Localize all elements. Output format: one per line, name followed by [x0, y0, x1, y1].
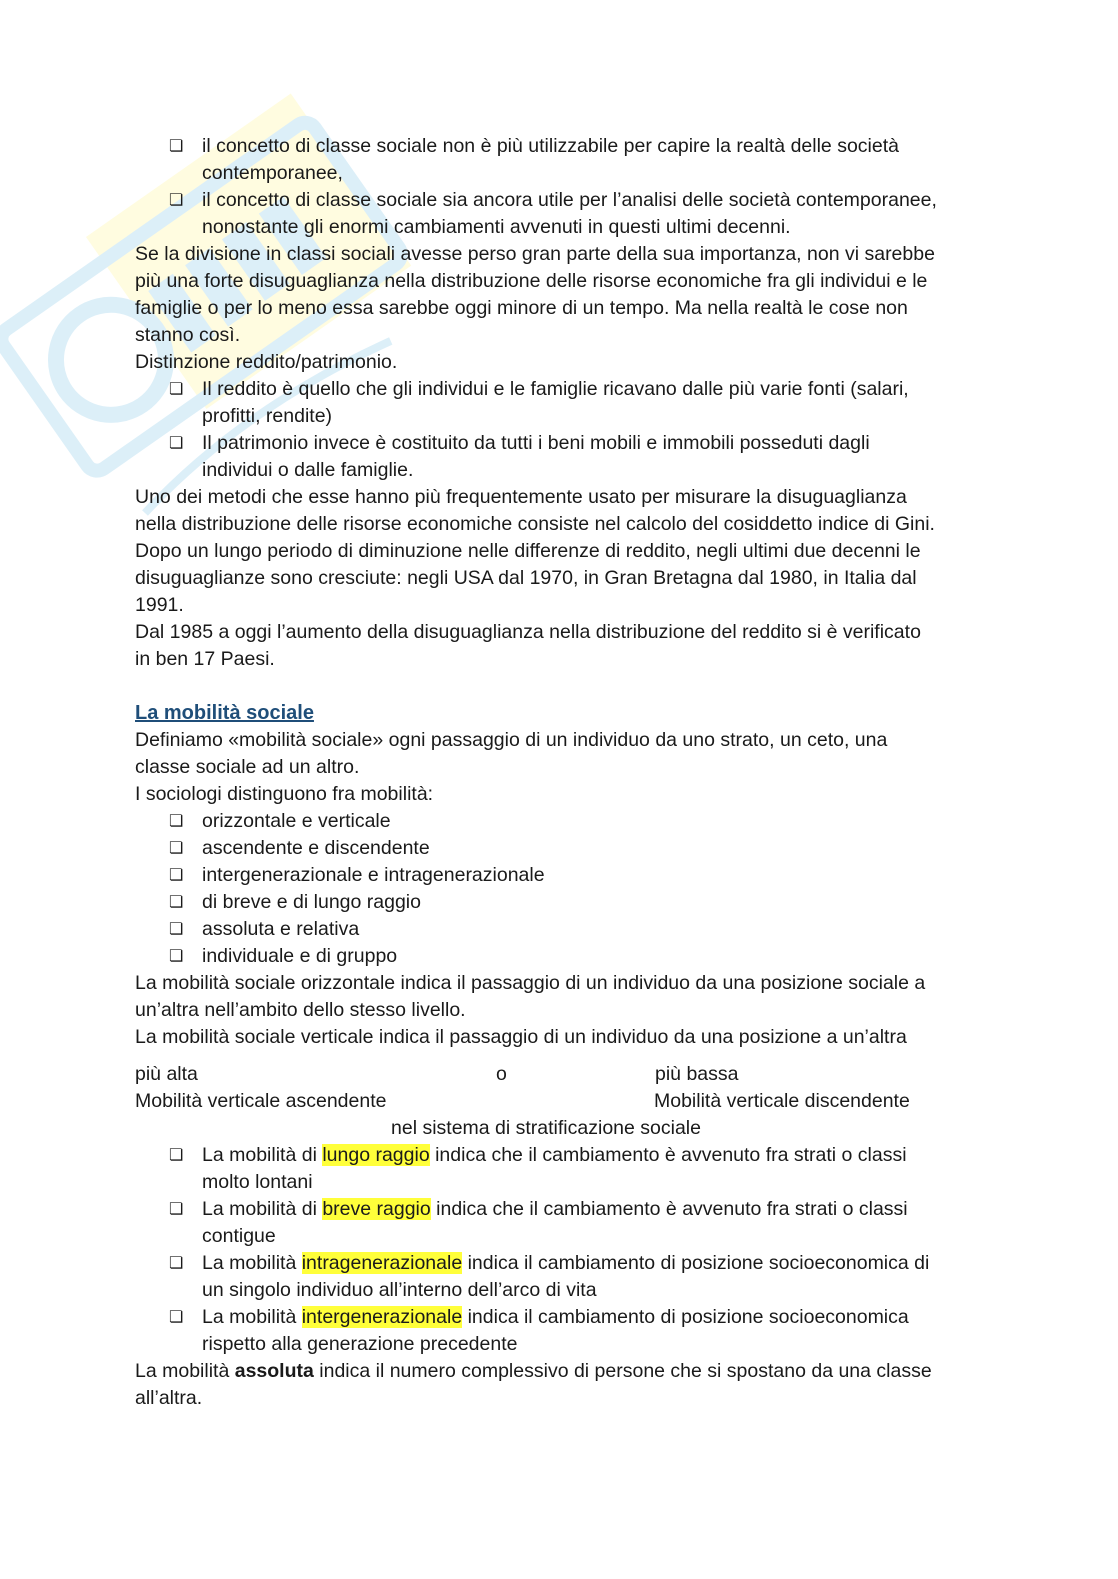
- checkbox-bullet-icon: ❏: [169, 1201, 184, 1218]
- blank-line: [135, 673, 985, 700]
- text-line: Dopo un lungo periodo di diminuzione nelle differenze di reddito, negli ultimi due decenni le: [135, 540, 921, 562]
- list-item: ❏ La mobilità intergenerazionale indica il cambiamento di posizione socioeconomica rispetto alla generazione precedente: [169, 1306, 909, 1355]
- income-wealth-list: [135, 376, 985, 484]
- list-item: ❏ orizzontale e verticale: [135, 808, 985, 835]
- text-line: nella distribuzione delle risorse economiche consiste nel calcolo del cosiddetto indice di Gini.: [135, 513, 935, 535]
- checkbox-bullet-icon: ❏: [169, 813, 184, 830]
- label-lower: più bassa: [655, 1063, 739, 1085]
- text-line: Uno dei metodi che esse hanno più frequentemente usato per misurare la disuguaglianza: [135, 486, 907, 508]
- label-stratification: nel sistema di stratificazione sociale: [391, 1117, 701, 1139]
- highlighted-term: lungo raggio: [322, 1144, 430, 1166]
- list-item: ❏ assoluta e relativa: [135, 916, 985, 943]
- text-line: un’altra nell’ambito dello stesso livello.: [135, 999, 466, 1021]
- list-item: ❏ individuale e di gruppo: [135, 943, 985, 970]
- highlighted-term: intergenerazionale: [301, 1306, 463, 1328]
- text-line: Se la divisione in classi sociali avesse perso gran parte della sua importanza, non vi sarebbe: [135, 243, 935, 265]
- list-item: ❏ La mobilità di lungo raggio indica che il cambiamento è avvenuto fra strati o classi molto lontani: [169, 1144, 907, 1193]
- text-line: La mobilità sociale orizzontale indica il passaggio di un individuo da una posizione sociale a: [135, 972, 926, 994]
- bold-term: assoluta: [234, 1360, 314, 1382]
- checkbox-bullet-icon: ❏: [169, 840, 184, 857]
- spacer: [135, 1051, 985, 1061]
- checkbox-bullet-icon: ❏: [169, 435, 184, 452]
- paragraph-definition: [135, 727, 985, 808]
- list-item: ❏ intergenerazionale e intragenerazionale: [135, 862, 985, 889]
- opinion-list: [135, 133, 985, 241]
- vertical-mobility-row-top: [135, 1061, 985, 1088]
- checkbox-bullet-icon: ❏: [169, 138, 184, 155]
- paragraph-absolute-mobility: La mobilità assoluta indica il numero complessivo di persone che si spostano da una classe all’altra.: [135, 1360, 932, 1409]
- text-line: I sociologi distinguono fra mobilità:: [135, 783, 434, 805]
- text-line: stanno così.: [135, 324, 241, 346]
- checkbox-bullet-icon: ❏: [169, 381, 184, 398]
- highlighted-term: breve raggio: [322, 1198, 431, 1220]
- text-line: disuguaglianze sono cresciute: negli USA dal 1970, in Gran Bretagna dal 1980, in Italia dal: [135, 567, 917, 589]
- document-page: [135, 133, 985, 1412]
- text-line: in ben 17 Paesi.: [135, 648, 275, 670]
- text-line: Definiamo «mobilità sociale» ogni passaggio di un individuo da uno strato, un ceto, una: [135, 729, 888, 751]
- list-item: ❏ Il patrimonio invece è costituito da tutti i beni mobili e immobili posseduti dagli individui o dalle famiglie.: [169, 432, 870, 481]
- list-item: ❏ La mobilità intragenerazionale indica il cambiamento di posizione socioeconomica di un singolo individuo all’interno dell’arco di vita: [169, 1252, 930, 1301]
- list-item: ❏ ascendente e discendente: [135, 835, 985, 862]
- label-higher: più alta: [135, 1063, 198, 1085]
- mobility-definitions-list: [135, 1142, 985, 1358]
- checkbox-bullet-icon: ❏: [169, 1255, 184, 1272]
- list-item: ❏ di breve e di lungo raggio: [135, 889, 985, 916]
- list-item: ❏ La mobilità di breve raggio indica che il cambiamento è avvenuto fra strati o classi contigue: [169, 1198, 908, 1247]
- checkbox-bullet-icon: ❏: [169, 948, 184, 965]
- vertical-mobility-row-bottom: [135, 1088, 985, 1115]
- paragraph-gini: [135, 484, 985, 673]
- list-item: ❏ il concetto di classe sociale non è più utilizzabile per capire la realtà delle società contemporanee,: [169, 135, 899, 184]
- checkbox-bullet-icon: ❏: [169, 192, 184, 209]
- section-heading: La mobilità sociale: [135, 702, 314, 724]
- paragraph-inequality: [135, 241, 985, 376]
- text-line: classe sociale ad un altro.: [135, 756, 360, 778]
- mobility-types-list: [135, 808, 985, 970]
- checkbox-bullet-icon: ❏: [169, 867, 184, 884]
- list-item: ❏ il concetto di classe sociale sia ancora utile per l’analisi delle società contemporanee, nonostante gli enormi cambiamenti avvenuti in questi ultimi decenni.: [169, 189, 937, 238]
- text-line: famiglie o per lo meno essa sarebbe oggi minore di un tempo. Ma nella realtà le cose non: [135, 297, 908, 319]
- text-line: La mobilità sociale verticale indica il passaggio di un individuo da una posizione a un’altra: [135, 1026, 907, 1048]
- text-line: più una forte disuguaglianza nella distribuzione delle risorse economiche fra gli individui e le: [135, 270, 928, 292]
- label-or: o: [496, 1063, 507, 1085]
- paragraph-horizontal-vertical: [135, 970, 985, 1051]
- list-item: ❏ Il reddito è quello che gli individui e le famiglie ricavano dalle più varie fonti (salari, profitti, rendite): [169, 378, 909, 427]
- text-line: 1991.: [135, 594, 184, 616]
- text-line: Dal 1985 a oggi l’aumento della disuguaglianza nella distribuzione del reddito si è verificato: [135, 621, 921, 643]
- label-ascending: Mobilità verticale ascendente: [135, 1090, 387, 1112]
- text-line: Distinzione reddito/patrimonio.: [135, 351, 398, 373]
- checkbox-bullet-icon: ❏: [169, 1147, 184, 1164]
- checkbox-bullet-icon: ❏: [169, 1309, 184, 1326]
- highlighted-term: intragenerazionale: [301, 1252, 463, 1274]
- checkbox-bullet-icon: ❏: [169, 894, 184, 911]
- label-descending: Mobilità verticale discendente: [654, 1090, 910, 1112]
- checkbox-bullet-icon: ❏: [169, 921, 184, 938]
